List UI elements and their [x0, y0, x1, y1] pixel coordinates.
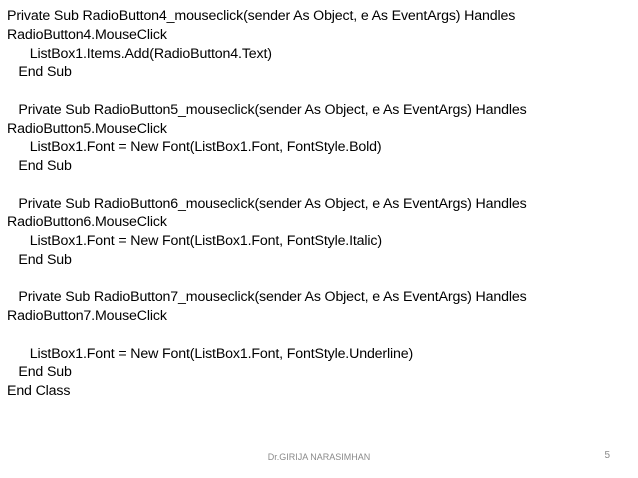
code-line: End Sub: [7, 158, 72, 174]
code-line: End Sub: [7, 251, 72, 268]
footer-author: Dr.GIRIJA NARASIMHAN: [267, 452, 371, 462]
code-line: RadioButton6.MouseClick: [7, 214, 167, 231]
page-number: 5: [604, 450, 610, 461]
code-line: ListBox1.Items.Add(RadioButton4.Text): [7, 45, 272, 62]
code-line: ListBox1.Font = New Font(ListBox1.Font, FontStyle.Bold): [7, 139, 382, 156]
code-line: ListBox1.Font = New Font(ListBox1.Font, FontStyle.Underline): [7, 345, 414, 362]
code-line: Private Sub RadioButton7_mouseclick(sender As Object, e As EventArgs) Handles: [7, 289, 527, 306]
code-line: [7, 82, 632, 101]
code-line: Private Sub RadioButton4_mouseclick(sender As Object, e As EventArgs) Handles: [7, 8, 516, 24]
code-block: [7, 7, 632, 401]
code-line: End Class: [7, 383, 71, 399]
code-line: RadioButton7.MouseClick: [7, 308, 167, 324]
code-line: Private Sub RadioButton5_mouseclick(sender As Object, e As EventArgs) Handles: [7, 101, 527, 118]
code-line: RadioButton4.MouseClick: [7, 26, 167, 43]
code-line: ListBox1.Font = New Font(ListBox1.Font, FontStyle.Italic): [7, 233, 382, 249]
code-line: Private Sub RadioButton6_mouseclick(sender As Object, e As EventArgs) Handles: [7, 195, 527, 212]
code-line: [7, 176, 632, 195]
code-line: RadioButton5.MouseClick: [7, 120, 167, 137]
code-line: End Sub: [7, 64, 72, 81]
code-line: End Sub: [7, 364, 72, 381]
code-line: [7, 270, 632, 289]
code-line: [7, 326, 632, 345]
